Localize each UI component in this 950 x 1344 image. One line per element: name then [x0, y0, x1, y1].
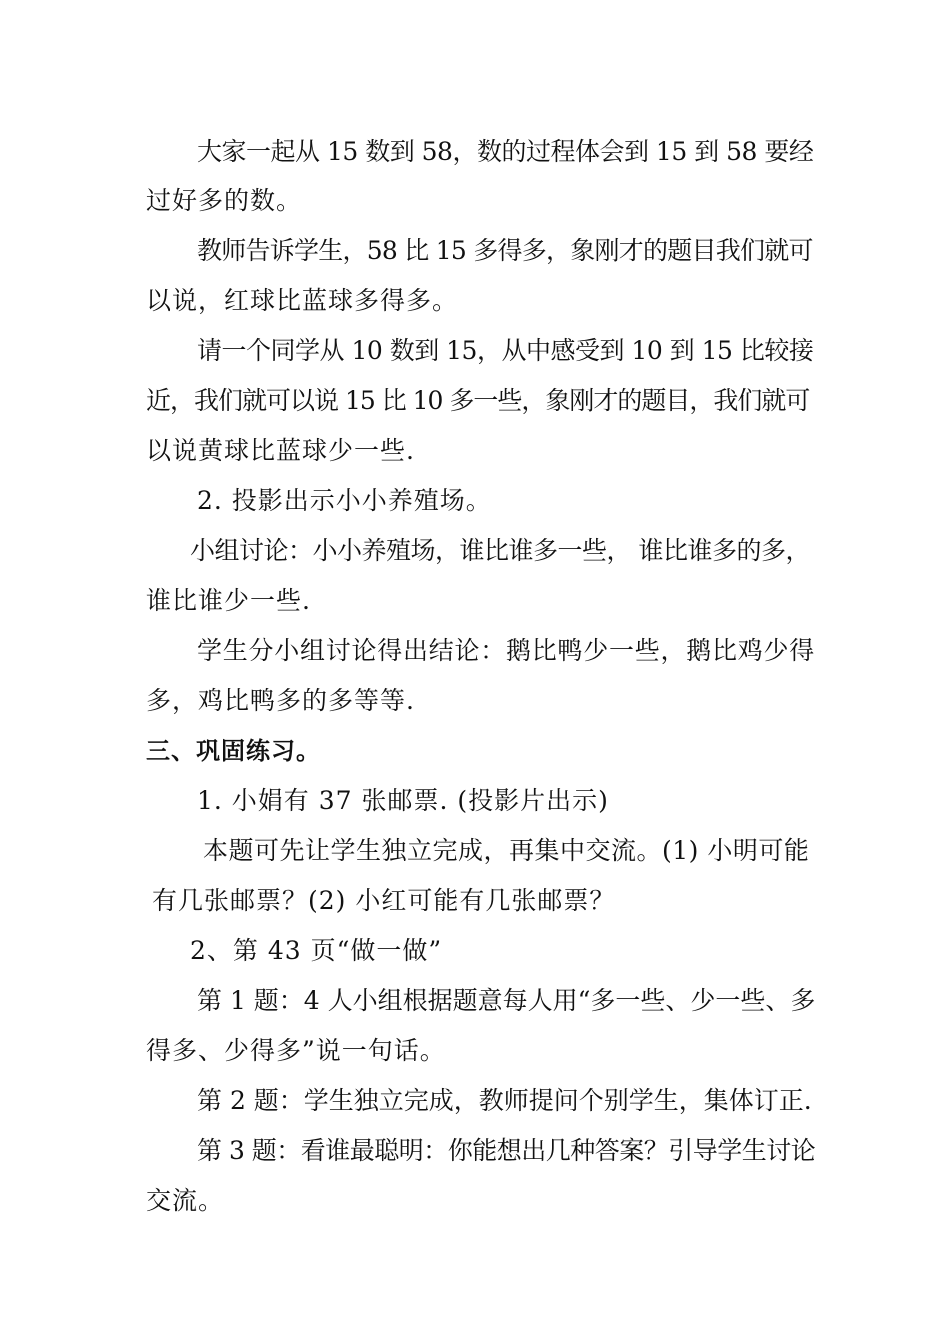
group-discussion-line-2: 谁比谁少一些.	[146, 586, 311, 615]
conclusion-line-1: 学生分小组讨论得出结论：鹅比鸭少一些，鹅比鸡少得	[197, 636, 816, 665]
group-discussion-line-1: 小组讨论：小小养殖场，谁比谁多一些， 谁比谁多的多，	[190, 536, 810, 565]
paragraph-3-line-3: 以说黄球比蓝球少一些.	[146, 436, 415, 465]
paragraph-1-line-2: 过好多的数。	[146, 186, 303, 215]
question-2: 第 2 题：学生独立完成，教师提问个别学生，集体订正.	[197, 1086, 812, 1115]
paragraph-2-line-1: 教师告诉学生，58 比 15 多得多，象刚才的题目我们就可	[197, 236, 813, 265]
exercise-1-stamps: 1. 小娟有 37 张邮票. (投影片出示)	[197, 786, 609, 815]
section-heading-practice: 三、巩固练习。	[146, 737, 321, 765]
exercise-1-note-line-2: 有几张邮票？(2) 小红可能有几张邮票？	[152, 886, 616, 915]
exercise-2-page-43: 2、第 43 页“做一做”	[190, 936, 443, 965]
paragraph-3-line-2: 近，我们就可以说 15 比 10 多一些，象刚才的题目，我们就可	[146, 386, 810, 415]
question-3-line-1: 第 3 题：看谁最聪明：你能想出几种答案？引导学生讨论	[197, 1136, 816, 1165]
paragraph-2-line-2: 以说，红球比蓝球多得多。	[146, 286, 459, 315]
conclusion-line-2: 多，鸡比鸭多的多等等.	[146, 686, 415, 715]
question-1-line-1: 第 1 题：4 人小组根据题意每人用“多一些、少一些、多	[197, 986, 816, 1015]
question-1-line-2: 得多、少得多”说一句话。	[146, 1036, 446, 1065]
paragraph-3-line-1: 请一个同学从 10 数到 15，从中感受到 10 到 15 比较接	[197, 336, 814, 365]
exercise-1-note-line-1: 本题可先让学生独立完成，再集中交流。(1) 小明可能	[203, 836, 810, 865]
paragraph-1-line-1: 大家一起从 15 数到 58，数的过程体会到 15 到 58 要经	[197, 137, 814, 166]
question-3-line-2: 交流。	[146, 1186, 225, 1215]
item-2-projection: 2. 投影出示小小养殖场。	[197, 486, 492, 515]
